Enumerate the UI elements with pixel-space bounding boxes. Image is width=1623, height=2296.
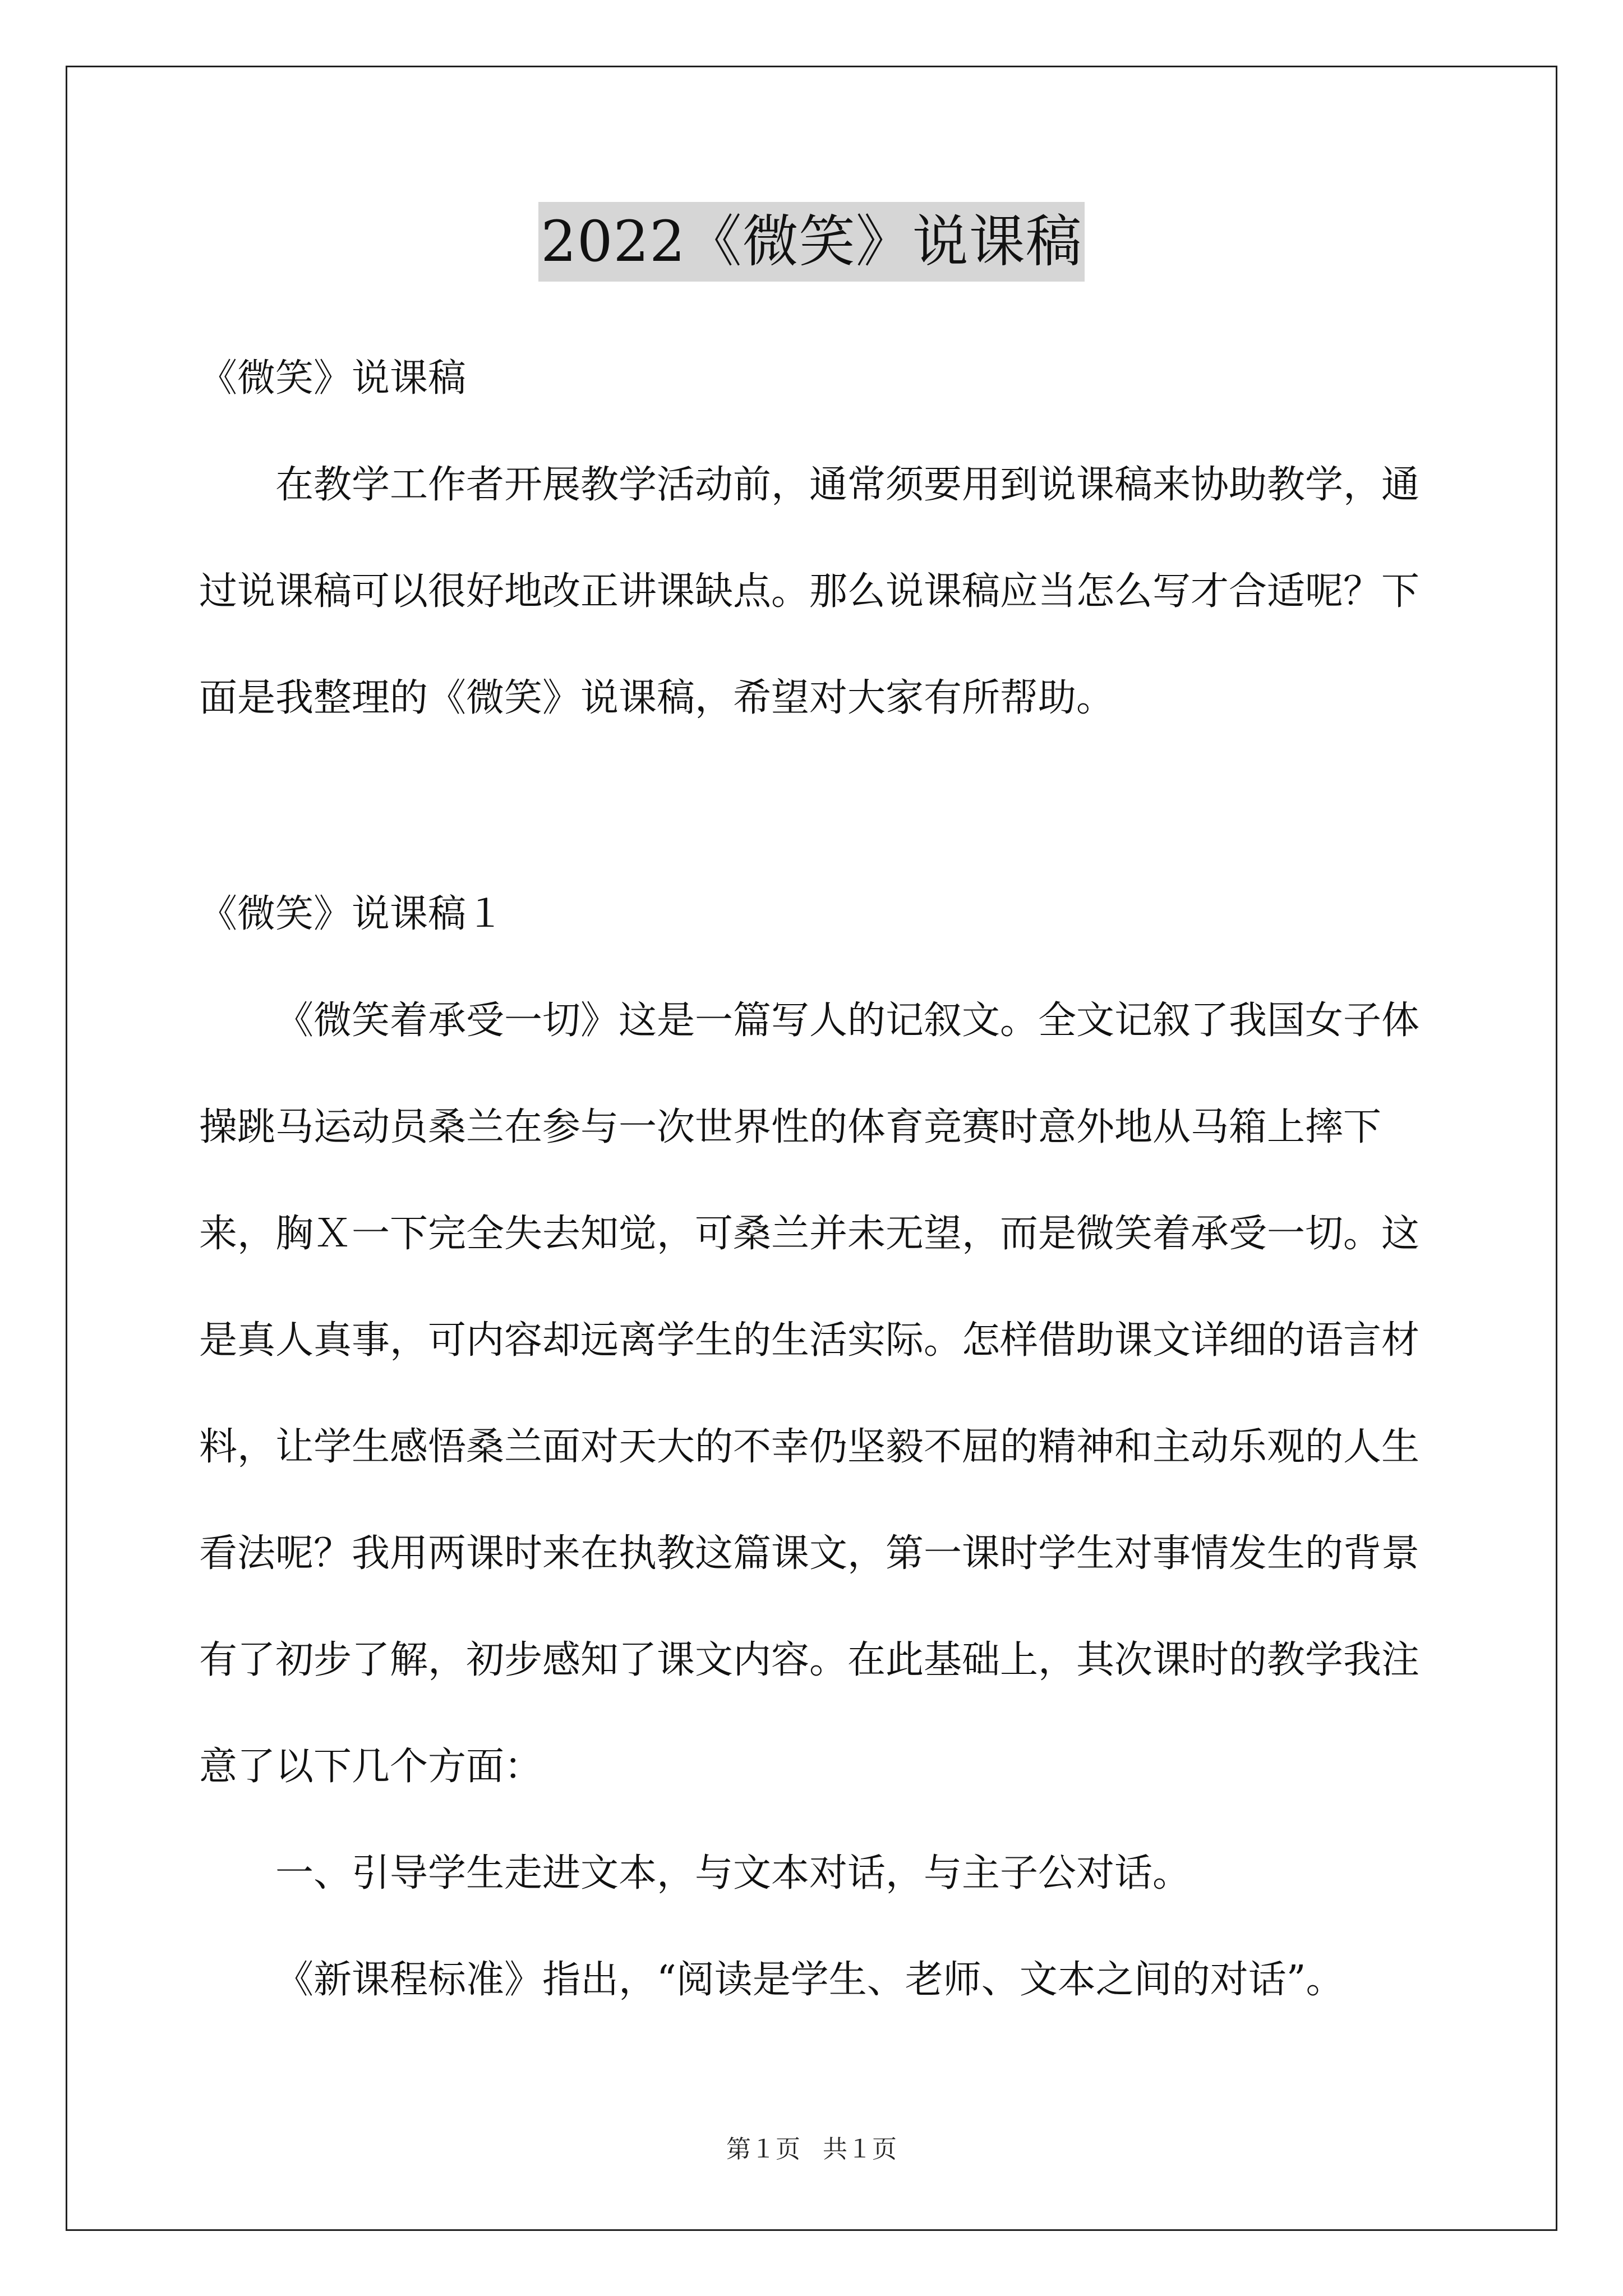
page-footer bbox=[0, 2129, 1623, 2165]
intro-paragraph: 在教学工作者开展教学活动前，通常须要用到说课稿来协助教学，通过说课稿可以很好地改正讲课缺点。那么说课稿应当怎么写才合适呢？下面是我整理的《微笑》说课稿，希望对大家有所帮助。 bbox=[199, 463, 1420, 720]
title-wrap bbox=[0, 202, 1623, 282]
section-heading-1: 《微笑》说课稿１ bbox=[199, 892, 505, 936]
page-number-current: 第１页 bbox=[726, 2135, 800, 2164]
section-1-paragraph-2: 一、引导学生走进文本，与文本对话，与主子公对话。 bbox=[275, 1851, 1191, 1895]
page-number-total: 共１页 bbox=[823, 2135, 897, 2164]
section-1-paragraph-1: 《微笑着承受一切》这是一篇写人的记叙文。全文记叙了我国女子体操跳马运动员桑兰在参与一次世界性的体育竞赛时意外地从马箱上摔下来，胸Ｘ一下完全失去知觉，可桑兰并未无望，而是微笑着承受一切。这是真人真事，可内容却远离学生的生活实际。怎样借助课文详细的语言材料，让学生感悟桑兰面对天大的不幸仍坚毅不屈的精神和主动乐观的人生看法呢？我用两课时来在执教这篇课文，第一课时学生对事情发生的背景有了初步了解，初步感知了课文内容。在此基础上，其次课时的教学我注意了以下几个方面： bbox=[199, 999, 1420, 1789]
document-title: 2022《微笑》说课稿 bbox=[538, 202, 1085, 282]
section-1-paragraph-3: 《新课程标准》指出，“阅读是学生、老师、文本之间的对话”。 bbox=[275, 1958, 1344, 2002]
document-subtitle: 《微笑》说课稿 bbox=[199, 356, 467, 401]
